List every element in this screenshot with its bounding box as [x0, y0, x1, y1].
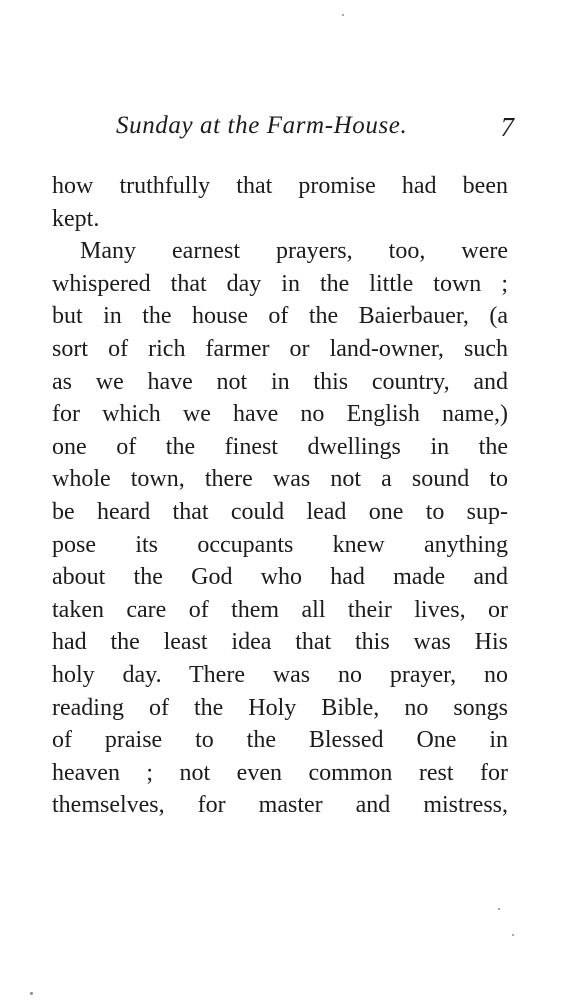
running-head — [116, 112, 514, 152]
text-line: reading of the Holy Bible, no songs — [52, 694, 508, 721]
text-line: holy day. There was no prayer, no — [52, 661, 508, 688]
text-line: as we have not in this country, and — [52, 368, 508, 395]
text-line: whispered that day in the little town ; — [52, 270, 508, 297]
text-line: had the least idea that this was His — [52, 629, 508, 656]
text-line: pose its occupants knew anything — [52, 531, 508, 558]
text-line: taken care of them all their lives, or — [52, 596, 508, 623]
text-line: about the God who had made and — [52, 564, 508, 591]
text-line: kept. — [52, 205, 100, 232]
text-line: Many earnest prayers, too, were — [80, 238, 508, 265]
text-line: but in the house of the Baierbauer, (a — [52, 303, 508, 330]
text-line: how truthfully that promise had been — [52, 173, 508, 199]
text-line: heaven ; not even common rest for — [52, 759, 508, 786]
text-line: one of the finest dwellings in the — [52, 433, 508, 460]
running-title: Sunday at the Farm-House. — [116, 112, 408, 139]
print-speck — [498, 908, 500, 910]
page-number: 7 — [500, 112, 514, 142]
text-line: be heard that could lead one to sup- — [52, 498, 508, 525]
print-speck — [30, 992, 33, 995]
text-line: sort of rich farmer or land-owner, such — [52, 335, 508, 362]
text-line: of praise to the Blessed One in — [52, 727, 508, 754]
print-speck — [512, 934, 514, 936]
text-line: themselves, for master and mistress, — [52, 792, 508, 819]
text-line: whole town, there was not a sound to — [52, 466, 508, 493]
print-speck — [342, 14, 344, 16]
body-text — [52, 170, 508, 822]
text-line: for which we have no English name,) — [52, 401, 508, 428]
